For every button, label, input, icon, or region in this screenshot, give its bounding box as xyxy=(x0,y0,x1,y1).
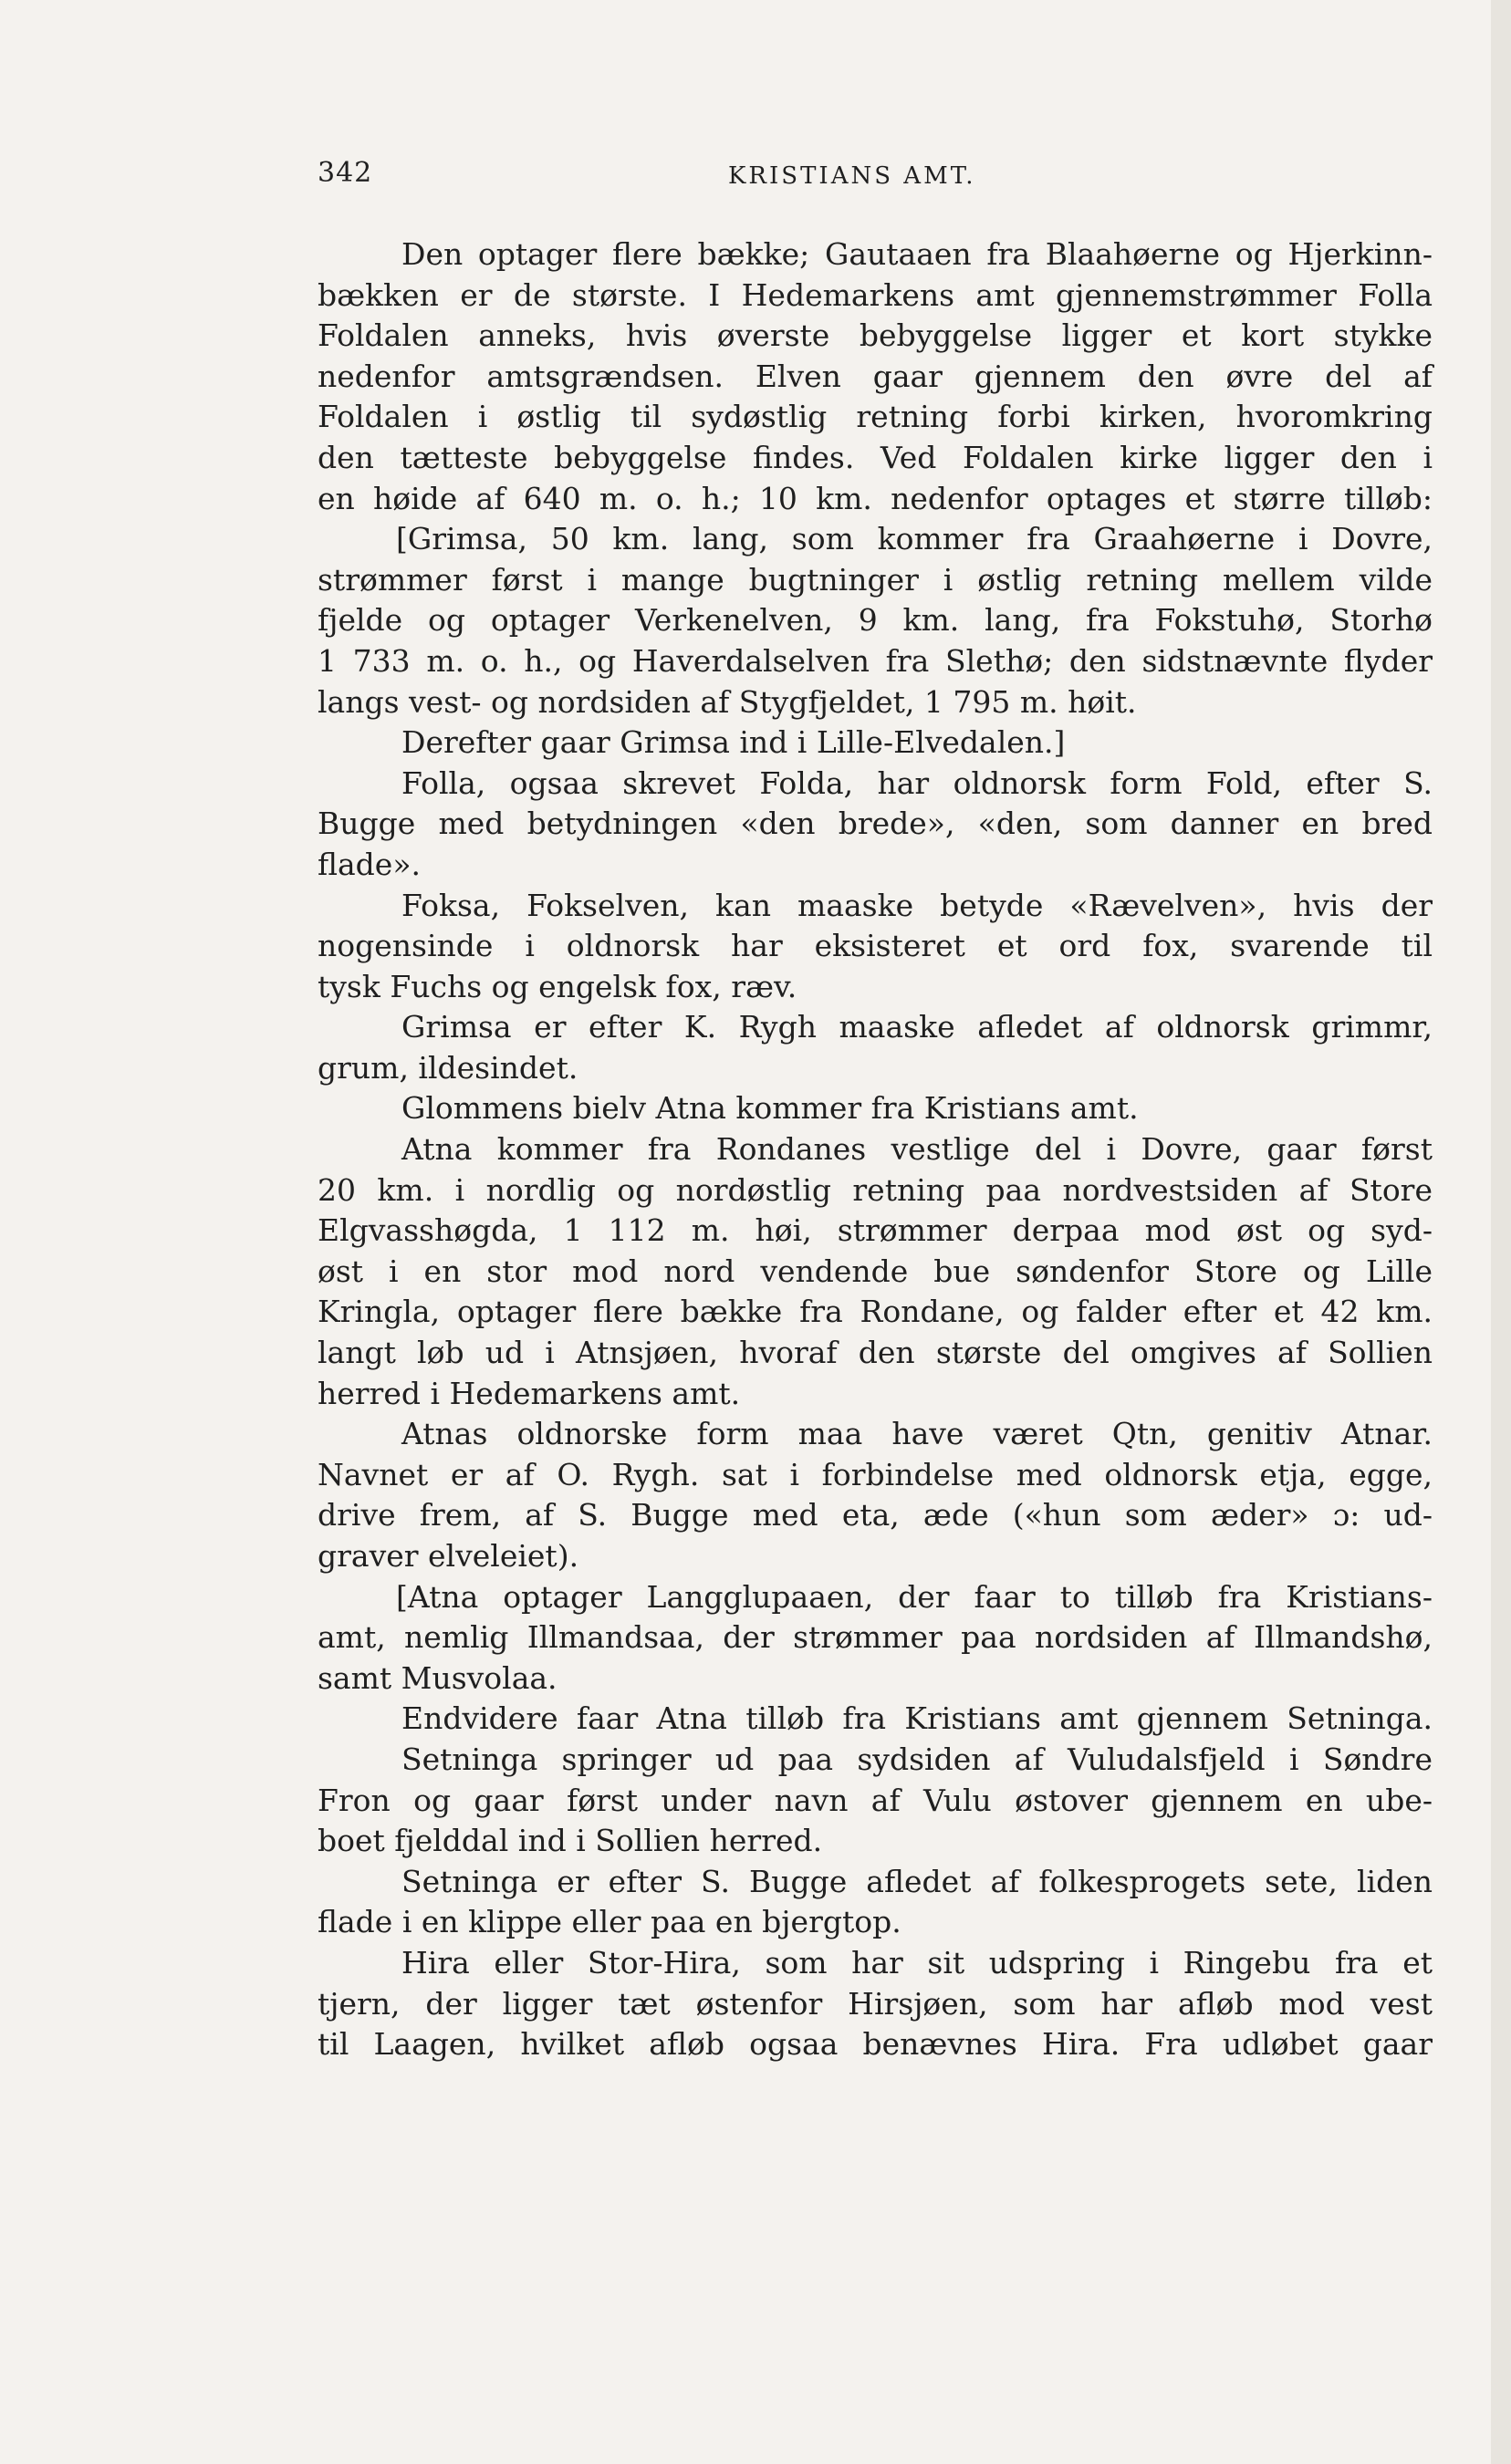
page-edge-shadow xyxy=(1491,0,1511,2464)
text-line: den tætteste bebyggelse findes. Ved Foldalen kirke ligger den i xyxy=(318,439,1433,475)
text-line: Glommens bielv Atna kommer fra Kristians amt. xyxy=(401,1090,1139,1127)
text-line: flade». xyxy=(318,846,422,882)
text-line: Den optager flere bække; Gautaaen fra Blaahøerne og Hjerkinn- xyxy=(401,236,1433,272)
text-line: 20 km. i nordlig og nordøstlig retning paa nordvestsiden af Store xyxy=(318,1171,1433,1208)
text-line: en høide af 640 m. o. h.; 10 km. nedenfor optages et større tilløb: xyxy=(318,480,1433,516)
page-header xyxy=(318,157,1440,193)
text-line: langt løb ud i Atnsjøen, hvoraf den største del omgives af Sollien xyxy=(318,1335,1433,1371)
text-line: 1 733 m. o. h., og Haverdalselven fra Slethø; den sidstnævnte flyder xyxy=(318,642,1433,679)
text-line: øst i en stor mod nord vendende bue søndenfor Store og Lille xyxy=(318,1253,1433,1289)
text-line: Bugge med betydningen «den brede», «den, som danner en bred xyxy=(318,806,1433,842)
text-line: tjern, der ligger tæt østenfor Hirsjøen, som har afløb mod vest xyxy=(318,1985,1433,2022)
text-line: strømmer først i mange bugtninger i østlig retning mellem vilde xyxy=(318,561,1433,598)
text-line: til Laagen, hvilket afløb ogsaa benævnes Hira. Fra udløbet gaar xyxy=(318,2026,1433,2063)
body-text xyxy=(318,234,1433,2065)
text-line: Foksa, Fokselven, kan maaske betyde «Rævelven», hvis der xyxy=(401,887,1433,923)
text-line: [Grimsa, 50 km. lang, som kommer fra Graahøerne i Dovre, xyxy=(396,521,1433,557)
text-line: Grimsa er efter K. Rygh maaske afledet af oldnorsk grimmr, xyxy=(401,1009,1433,1045)
text-line: boet fjelddal ind i Sollien herred. xyxy=(318,1823,823,1859)
running-head: KRISTIANS AMT. xyxy=(728,162,976,190)
text-line: Atnas oldnorske form maa have været Qtn, genitiv Atnar. xyxy=(401,1416,1433,1452)
text-line: Atna kommer fra Rondanes vestlige del i Dovre, gaar først xyxy=(401,1131,1433,1168)
text-line: Setninga springer ud paa sydsiden af Vuludalsfjeld i Søndre xyxy=(401,1741,1433,1777)
text-line: fjelde og optager Verkenelven, 9 km. lang, fra Fokstuhø, Storhø xyxy=(318,602,1433,639)
text-line: herred i Hedemarkens amt. xyxy=(318,1375,741,1411)
text-line: Kringla, optager flere bække fra Rondane, og falder efter et 42 km. xyxy=(318,1294,1433,1330)
text-line: nogensinde i oldnorsk har eksisteret et ord fox, svarende til xyxy=(318,928,1433,964)
text-line: drive frem, af S. Bugge med eta, æde («hun som æder» ɔ: ud- xyxy=(318,1497,1433,1534)
text-line: bækken er de største. I Hedemarkens amt gjennemstrømmer Folla xyxy=(318,276,1433,313)
text-line: Hira eller Stor-Hira, som har sit udspring i Ringebu fra et xyxy=(401,1944,1433,1981)
text-line: Navnet er af O. Rygh. sat i forbindelse med oldnorsk etja, egge, xyxy=(318,1456,1433,1492)
text-line: Foldalen i østlig til sydøstlig retning forbi kirken, hvoromkring xyxy=(318,399,1433,435)
text-line: Derefter gaar Grimsa ind i Lille-Elvedalen.] xyxy=(401,724,1066,761)
text-line: tysk Fuchs og engelsk fox, ræv. xyxy=(318,968,797,1004)
text-line: Foldalen anneks, hvis øverste bebyggelse ligger et kort stykke xyxy=(318,317,1433,354)
text-line: amt, nemlig Illmandsaa, der strømmer paa nordsiden af Illmandshø, xyxy=(318,1619,1433,1656)
text-line: langs vest- og nordsiden af Stygfjeldet, 1 795 m. høit. xyxy=(318,683,1137,720)
text-line: samt Musvolaa. xyxy=(318,1659,558,1696)
text-line: Folla, ogsaa skrevet Folda, har oldnorsk form Fold, efter S. xyxy=(401,764,1433,801)
text-line: grum, ildesindet. xyxy=(318,1049,578,1086)
text-line: Setninga er efter S. Bugge afledet af folkesprogets sete, liden xyxy=(401,1863,1433,1899)
text-line: graver elveleiet). xyxy=(318,1538,579,1574)
text-line: flade i en klippe eller paa en bjergtop. xyxy=(318,1904,901,1940)
text-line: nedenfor amtsgrændsen. Elven gaar gjennem den øvre del af xyxy=(318,358,1433,394)
text-line: [Atna optager Langglupaaen, der faar to tilløb fra Kristians- xyxy=(396,1578,1433,1615)
page-number: 342 xyxy=(318,157,373,189)
text-line: Endvidere faar Atna tilløb fra Kristians amt gjennem Setninga. xyxy=(401,1700,1433,1737)
text-line: Fron og gaar først under navn af Vulu østover gjennem en ube- xyxy=(318,1782,1433,1818)
text-line: Elgvasshøgda, 1 112 m. høi, strømmer derpaa mod øst og syd- xyxy=(318,1212,1433,1249)
